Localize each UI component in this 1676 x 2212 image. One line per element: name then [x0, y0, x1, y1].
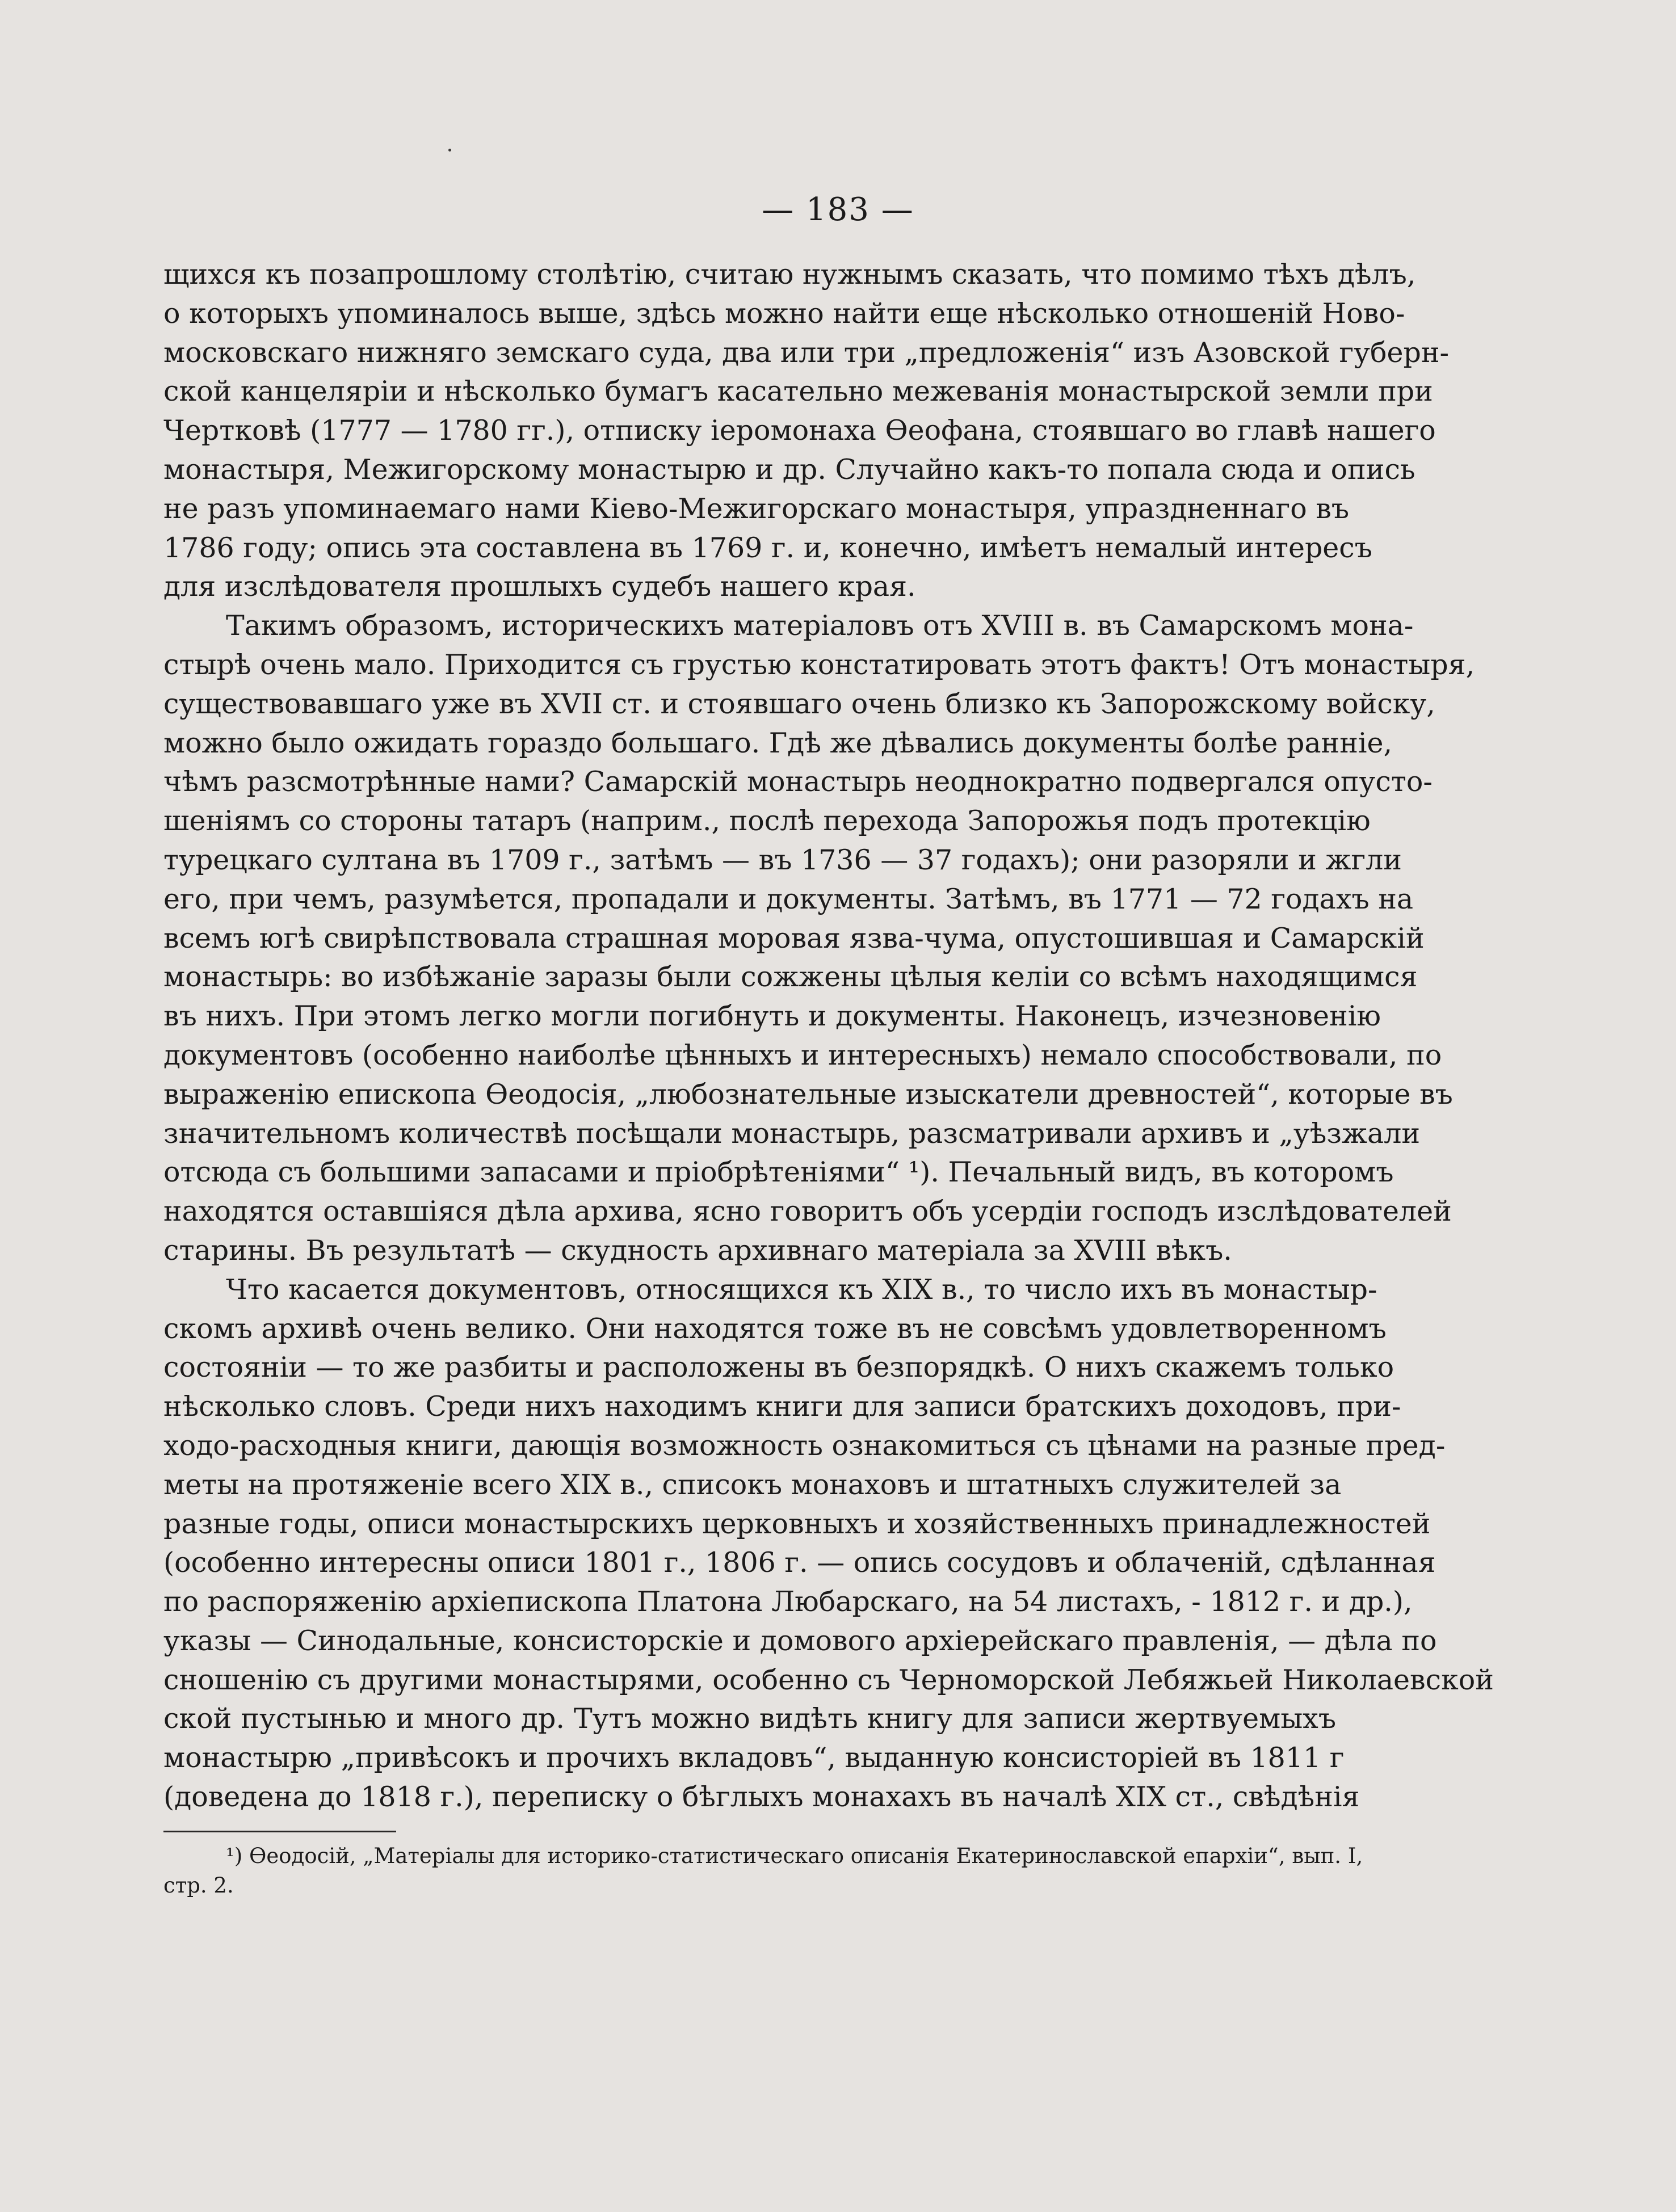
text-line: Такимъ образомъ, историческихъ матеріаловъ отъ XVIII в. въ Самарскомъ мона-: [226, 609, 1414, 642]
text-line: не разъ упоминаемаго нами Кіево-Межигорскаго монастыря, упраздненнаго въ: [163, 492, 1350, 525]
text-line: документовъ (особенно наиболѣе цѣнныхъ и интересныхъ) немало способствовали, по: [163, 1038, 1442, 1071]
text-line: монастырю „привѣсокъ и прочихъ вкладовъ“, выданную консисторіей въ 1811 г: [163, 1742, 1345, 1774]
text-line: ской пустынью и много др. Тутъ можно видѣть книгу для записи жертвуемыхъ: [163, 1702, 1336, 1735]
text-line: (доведена до 1818 г.), переписку о бѣглыхъ монахахъ въ началѣ XIX ст., свѣдѣнія: [163, 1781, 1360, 1814]
text-line: нѣсколько словъ. Среди нихъ находимъ книги для записи братскихъ доходовъ, при-: [163, 1390, 1401, 1423]
footnote-line: стр. 2.: [163, 1873, 234, 1898]
text-line: всемъ югѣ свирѣпствовала страшная моровая язва-чума, опустошившая и Самарскій: [163, 922, 1425, 954]
text-line: отсюда съ большими запасами и пріобрѣтеніями“ ¹). Печальный видъ, въ которомъ: [163, 1156, 1394, 1189]
text-line: значительномъ количествѣ посѣщали монастырь, разсматривали архивъ и „уѣзжали: [163, 1117, 1421, 1150]
text-line: ходо-расходныя книги, дающія возможность ознакомиться съ цѣнами на разные пред-: [163, 1429, 1446, 1462]
text-line: скомъ архивѣ очень велико. Они находятся тоже въ не совсѣмъ удовлетворенномъ: [163, 1312, 1387, 1345]
footnotes: [163, 1841, 1363, 1900]
page-number: — 183 —: [762, 191, 914, 228]
footnote-divider: [163, 1831, 396, 1832]
text-line: монастырь: во избѣжаніе заразы были сожжены цѣлыя келіи со всѣмъ находящимся: [163, 961, 1418, 994]
footnote-line: ¹) Ѳеодосій, „Матеріалы для историко-статистическаго описанія Екатеринославской епархіи“, вып. I,: [226, 1844, 1363, 1868]
text-line: о которыхъ упоминалось выше, здѣсь можно найти еще нѣсколько отношеній Ново-: [163, 297, 1405, 330]
text-line: Чертковѣ (1777 — 1780 гг.), отписку іеромонаха Ѳеофана, стоявшаго во главѣ нашего: [163, 414, 1436, 447]
text-line: 1786 году; опись эта составлена въ 1769 г. и, конечно, имѣетъ немалый интересъ: [163, 531, 1372, 564]
text-line: сношенію съ другими монастырями, особенно съ Черноморской Лебяжьей Николаевской: [163, 1663, 1494, 1696]
text-line: разные годы, описи монастырскихъ церковныхъ и хозяйственныхъ принадлежностей: [163, 1507, 1431, 1540]
text-line: состояніи — то же разбиты и расположены въ безпорядкѣ. О нихъ скажемъ только: [163, 1351, 1394, 1384]
text-line: меты на протяженіе всего XIX в., списокъ монаховъ и штатныхъ служителей за: [163, 1468, 1342, 1501]
text-line: указы — Синодальные, консисторскіе и домового архіерейскаго правленія, — дѣла по: [163, 1624, 1437, 1657]
paragraph-1: [163, 255, 1450, 607]
paragraph-3: [163, 1271, 1494, 1817]
text-line: турецкаго султана въ 1709 г., затѣмъ — въ 1736 — 37 годахъ); они разоряли и жгли: [163, 843, 1402, 876]
text-line: выраженію епископа Ѳеодосія, „любознательные изыскатели древностей“, которые въ: [163, 1078, 1453, 1111]
text-line: стырѣ очень мало. Приходится съ грустью констатировать этотъ фактъ! Отъ монастыря,: [163, 648, 1475, 681]
text-line: ской канцеляріи и нѣсколько бумагъ касательно межеванія монастырской земли при: [163, 375, 1433, 408]
text-line: находятся оставшіяся дѣла архива, ясно говоритъ объ усердіи господъ изслѣдователей: [163, 1195, 1452, 1228]
paragraph-2: [163, 607, 1475, 1271]
text-line: существовавшаго уже въ XVII ст. и стоявшаго очень близко къ Запорожскому войску,: [163, 687, 1435, 720]
text-line: щихся къ позапрошлому столѣтію, считаю нужнымъ сказать, что помимо тѣхъ дѣлъ,: [163, 258, 1416, 291]
text-line: чѣмъ разсмотрѣнные нами? Самарскій монастырь неоднократно подвергался опусто-: [163, 766, 1433, 798]
text-line: монастыря, Межигорскому монастырю и др. Случайно какъ-то попала сюда и опись: [163, 453, 1415, 486]
text-line: въ нихъ. При этомъ легко могли погибнуть и документы. Наконецъ, изчезновенію: [163, 1000, 1381, 1033]
paper-speck: [448, 149, 451, 152]
text-line: Что касается документовъ, относящихся къ XIX в., то число ихъ въ монастыр-: [226, 1273, 1377, 1306]
text-line: можно было ожидать гораздо большаго. Гдѣ же дѣвались документы болѣе ранніе,: [163, 726, 1393, 759]
text-line: по распоряженію архіепископа Платона Любарскаго, на 54 листахъ, - 1812 г. и др.),: [163, 1586, 1413, 1618]
text-line: (особенно интересны описи 1801 г., 1806 г. — опись сосудовъ и облаченій, сдѣланная: [163, 1546, 1436, 1579]
text-line: его, при чемъ, разумѣется, пропадали и документы. Затѣмъ, въ 1771 — 72 годахъ на: [163, 882, 1414, 915]
text-line: шеніямъ со стороны татаръ (наприм., послѣ перехода Запорожья подъ протекцію: [163, 805, 1371, 838]
text-line: для изслѣдователя прошлыхъ судебъ нашего края.: [163, 570, 916, 603]
text-line: московскаго нижняго земскаго суда, два или три „предложенія“ изъ Азовской губерн-: [163, 336, 1450, 369]
main-text: [163, 255, 1494, 1817]
text-line: старины. Въ результатѣ — скудность архивнаго матеріала за XVIII вѣкъ.: [163, 1234, 1232, 1267]
